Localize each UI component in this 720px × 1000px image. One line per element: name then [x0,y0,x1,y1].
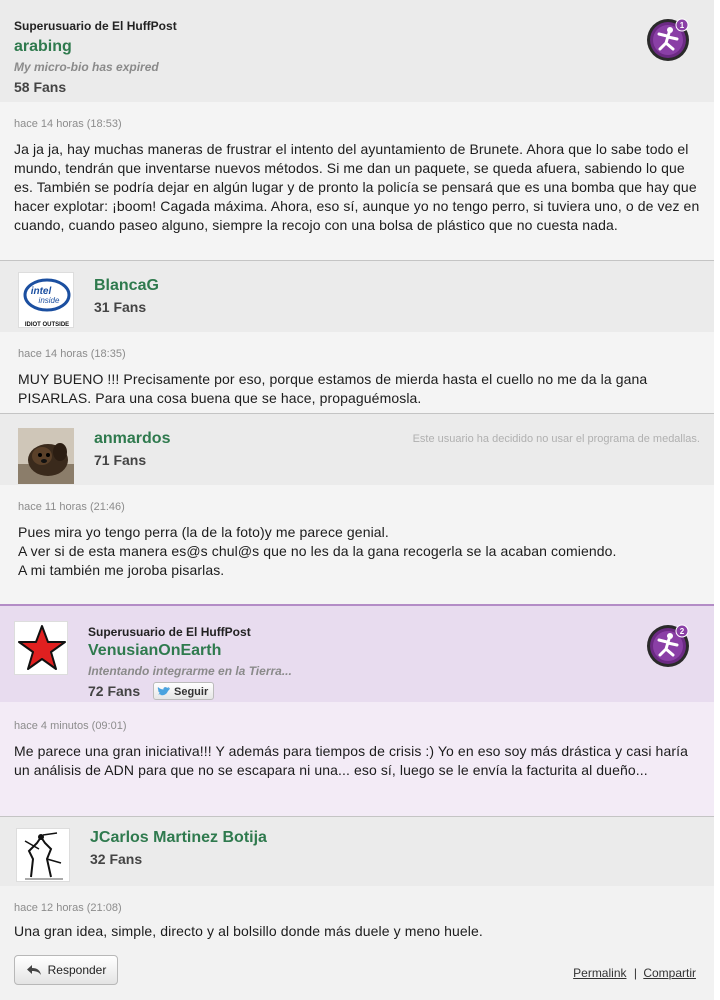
avatar-logo-line1: intel [30,286,52,297]
comment-header [0,260,714,332]
superuser-label: Superusuario de El HuffPost [14,19,177,33]
user-bio: Intentando integrarme en la Tierra... [88,664,292,678]
fans-count[interactable]: 71 Fans [94,452,147,468]
comment-text-line: A mi también me joroba pisarlas. [18,562,225,578]
fans-count[interactable]: 58 Fans [14,79,67,95]
fans-count[interactable]: 31 Fans [94,299,147,315]
twitter-bird-icon [157,686,171,697]
avatar-logo-line2: inside [38,296,60,305]
medal-program-note: Este usuario ha decidido no usar el programa de medallas. [412,433,700,445]
comment-text-line: A ver si de esta manera es@s chul@s que no les da la gana recogerla se la acaban comiendo. [18,543,617,559]
comment-text: Ja ja ja, hay muchas maneras de frustrar el intento del ayuntamiento de Brunete. Ahora que lo sabe todo el mundo, tendrán que inventarse nuevos métodos. Si me dan un paquete, se queda afuera, sabiendo lo que es. También se podría dejar en algún lugar y de pronto la policía se pensará que es una bomba que hay que hacer explotar: ¡boom! Cagada máxima. Ahora, eso sí, aunque yo no tengo perro, si tuviera uno, o de vez en cuando, cuando paseo alguno, siempre la recojo con una bolsa de plástico que no cuesta nada. [14,141,700,233]
comment-timestamp[interactable]: hace 11 horas (21:46) [18,501,125,513]
username-link[interactable]: VenusianOnEarth [88,642,222,659]
comment-timestamp[interactable]: hace 14 horas (18:35) [18,348,126,360]
comment-links [573,966,696,980]
comment-header [0,816,714,886]
superuser-label: Superusuario de El HuffPost [88,625,251,639]
comment-timestamp[interactable]: hace 12 horas (21:08) [14,902,122,914]
username-link[interactable]: JCarlos Martinez Botija [90,829,267,846]
don-quixote-sketch-avatar-icon [17,829,70,882]
avatar[interactable] [18,272,74,328]
username-link[interactable]: BlancaG [94,277,159,294]
reply-label: Responder [47,963,107,977]
comment-body [0,102,714,260]
badge-number: 2 [679,627,685,636]
username-link[interactable]: arabing [14,38,72,55]
comment-text: MUY BUENO !!! Precisamente por eso, porque estamos de mierda hasta el cuello no me da la gana PISARLAS. Para una cosa buena que se hace, propaguémosla. [18,371,648,406]
comment-text: Una gran idea, simple, directo y al bolsillo donde más duele y meno huele. [14,923,483,939]
comment-blancag [0,260,714,413]
comment-body [0,485,714,604]
red-star-avatar-icon [15,622,68,675]
username-link[interactable]: anmardos [94,430,171,447]
share-link[interactable]: Compartir [643,966,696,980]
comment-anmardos [0,413,714,604]
comment-body [0,702,714,816]
fans-count[interactable]: 32 Fans [90,851,143,867]
comment-timestamp[interactable]: hace 14 horas (18:53) [14,118,122,130]
user-bio: My micro-bio has expired [14,60,159,74]
reply-arrow-icon [26,964,42,976]
avatar[interactable] [16,828,70,882]
comment-header [0,413,714,485]
avatar-caption: IDIOT OUTSIDE [24,322,70,328]
comment-text: Me parece una gran iniciativa!!! Y además para tiempos de crisis :) Yo en eso soy más drástica y casi haría un análisis de ADN para que no se escapara ni una... eso sí, luego se le envía la facturita al dueño... [14,743,688,778]
comment-body [0,332,714,413]
comment-header [0,604,714,702]
follow-label: Seguir [174,685,209,698]
comment-header [0,0,714,102]
reply-button[interactable] [14,955,118,985]
badge-number: 1 [679,21,685,30]
comment-text-line: Pues mira yo tengo perra (la de la foto)y me parece genial. [18,524,389,540]
dog-photo-avatar-icon [18,428,74,484]
permalink-link[interactable]: Permalink [573,966,627,980]
avatar[interactable] [14,621,68,675]
avatar[interactable] [18,428,74,484]
twitter-follow-button[interactable] [153,682,214,700]
dancing-figure-badge-icon[interactable] [646,624,690,668]
comment-timestamp[interactable]: hace 4 minutos (09:01) [14,720,127,732]
intel-inside-avatar-icon [19,273,74,328]
comment-venusianonearth [0,604,714,816]
fans-count[interactable]: 72 Fans [88,683,141,699]
comment-arabing [0,0,714,260]
comment-text [18,523,708,580]
dancing-figure-badge-icon[interactable] [646,18,690,62]
link-separator: | [633,966,637,980]
